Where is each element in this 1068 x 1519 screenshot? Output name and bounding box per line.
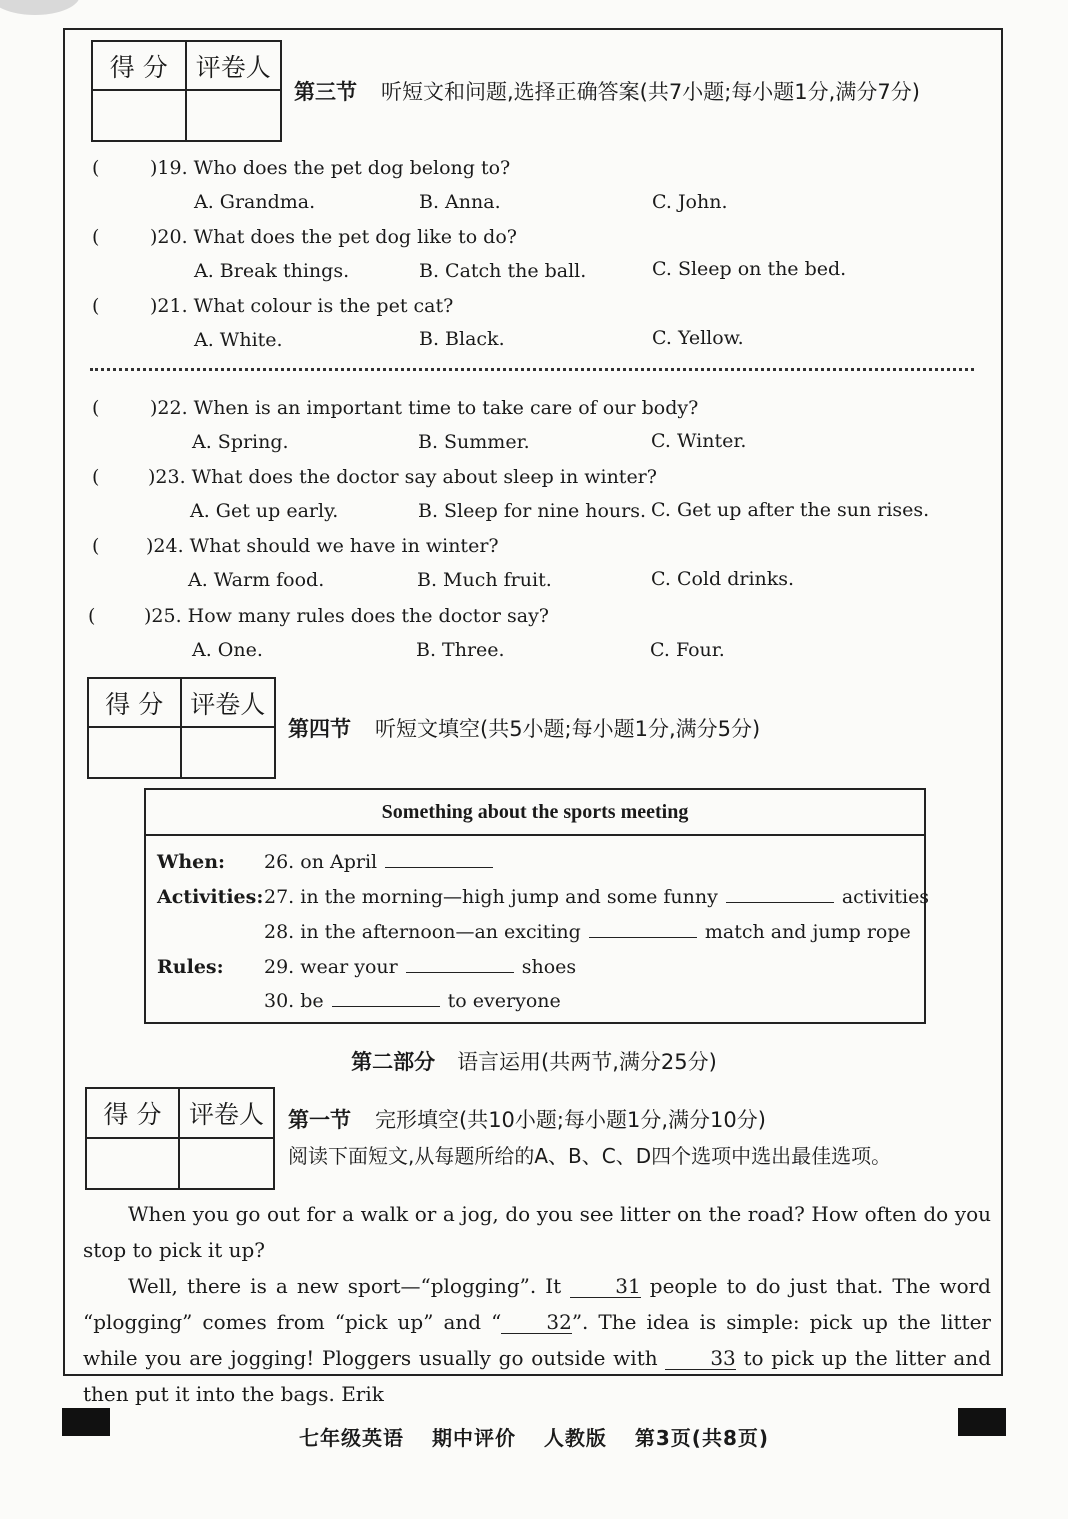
section1-title: 完形填空(共10小题;每小题1分,满分10分) — [375, 1108, 766, 1132]
scan-artifact — [0, 0, 80, 15]
answer-paren[interactable]: ( — [92, 157, 100, 179]
score-cell[interactable] — [93, 91, 187, 140]
rules-label: Rules: — [157, 956, 224, 978]
grader-cell[interactable] — [187, 91, 281, 140]
blank-33[interactable]: 33 — [665, 1347, 735, 1370]
option-a: A. Warm food. — [188, 569, 325, 591]
question-21: )21. What colour is the pet cat? — [150, 295, 454, 317]
option-b: B. Anna. — [419, 191, 501, 213]
footer-grade: 七年级英语 — [298, 1426, 404, 1450]
answer-paren[interactable]: ( — [92, 466, 100, 488]
item-28 — [264, 921, 911, 943]
table-title: Something about the sports meeting — [146, 790, 924, 836]
section4-title: 听短文填空(共5小题;每小题1分,满分5分) — [375, 717, 761, 741]
score-cell[interactable] — [87, 1139, 180, 1189]
option-b: B. Three. — [416, 639, 505, 661]
footer-page: 第3页(共8页) — [634, 1426, 770, 1450]
question-22: )22. When is an important time to take care of our body? — [150, 397, 699, 419]
grader-cell[interactable] — [180, 1139, 273, 1189]
grader-cell[interactable] — [182, 728, 275, 777]
option-a: A. Get up early. — [190, 500, 339, 522]
blank-29[interactable] — [406, 956, 514, 973]
grader-label: 评卷人 — [180, 1089, 273, 1139]
blank-28[interactable] — [589, 921, 697, 938]
option-b: B. Black. — [419, 328, 505, 350]
grader-label: 评卷人 — [182, 679, 275, 728]
section1-heading — [288, 1104, 766, 1134]
blank-27[interactable] — [726, 886, 834, 903]
item-27-suffix: activities — [841, 886, 930, 908]
section3-title: 听短文和问题,选择正确答案(共7小题;每小题1分,满分7分) — [381, 80, 920, 104]
blank-31[interactable]: 31 — [570, 1275, 640, 1298]
option-c: C. Get up after the sun rises. — [651, 499, 930, 521]
item-27 — [264, 886, 929, 908]
part2-number: 第二部分 — [351, 1050, 436, 1074]
score-box-part2-section1 — [85, 1087, 275, 1190]
score-label: 得 分 — [93, 42, 187, 91]
item-26 — [264, 851, 501, 873]
part2-desc: 语言运用(共两节,满分25分) — [457, 1050, 717, 1074]
answer-paren[interactable]: ( — [92, 226, 100, 248]
cloze-instruction: 阅读下面短文,从每题所给的A、B、C、D四个选项中选出最佳选项。 — [288, 1144, 892, 1168]
option-c: C. John. — [652, 191, 728, 213]
when-label: When: — [157, 851, 226, 873]
item-28-text: 28. in the afternoon—an exciting — [264, 921, 581, 943]
option-c: C. Cold drinks. — [651, 568, 795, 590]
score-box-section4 — [87, 677, 276, 779]
section1-number: 第一节 — [288, 1108, 351, 1132]
footer-edition: 人教版 — [543, 1426, 607, 1450]
footer-exam: 期中评价 — [431, 1426, 516, 1450]
option-a: A. White. — [194, 329, 283, 351]
blank-32[interactable]: 32 — [501, 1311, 571, 1334]
item-28-suffix: match and jump rope — [704, 921, 911, 943]
answer-paren[interactable]: ( — [88, 605, 96, 627]
page-footer — [0, 1422, 1068, 1451]
option-a: A. Break things. — [194, 260, 350, 282]
option-c: C. Winter. — [651, 430, 747, 452]
blank-30[interactable] — [332, 990, 440, 1007]
item-30-text: 30. be — [264, 990, 324, 1012]
answer-paren[interactable]: ( — [92, 295, 100, 317]
sports-meeting-table — [144, 788, 930, 1024]
score-cell[interactable] — [89, 728, 182, 777]
passage-text: When you go out for a walk or a jog, do you see litter on the road? How often do you stop to pick it up? — [83, 1202, 991, 1262]
option-a: A. Spring. — [192, 431, 289, 453]
item-30-suffix: to everyone — [447, 990, 561, 1012]
grader-label: 评卷人 — [187, 42, 281, 91]
answer-paren[interactable]: ( — [92, 535, 100, 557]
passage-paragraph-1 — [83, 1196, 991, 1268]
question-24: )24. What should we have in winter? — [146, 535, 499, 557]
section4-heading — [288, 713, 760, 743]
option-b: B. Sleep for nine hours. — [418, 500, 647, 522]
activities-label: Activities: — [157, 886, 264, 908]
passage-text: ”. The idea is simple: pick up the litter while you are jogging! Ploggers usually go outside with — [83, 1310, 991, 1370]
question-19: )19. Who does the pet dog belong to? — [150, 157, 511, 179]
answer-paren[interactable]: ( — [92, 397, 100, 419]
option-c: C. Four. — [650, 639, 725, 661]
dotted-divider — [90, 368, 974, 371]
option-a: A. One. — [192, 639, 263, 661]
item-29-text: 29. wear your — [264, 956, 398, 978]
question-25: )25. How many rules does the doctor say? — [144, 605, 549, 627]
option-c: C. Sleep on the bed. — [652, 258, 847, 280]
passage-text: to pick up the litter and then put it into the bags. Erik — [83, 1346, 991, 1406]
option-c: C. Yellow. — [652, 327, 744, 349]
passage-paragraph-2 — [83, 1268, 991, 1412]
score-label: 得 分 — [89, 679, 182, 728]
section4-number: 第四节 — [288, 717, 351, 741]
section3-number: 第三节 — [294, 80, 357, 104]
item-27-text: 27. in the morning—high jump and some funny — [264, 886, 718, 908]
score-label: 得 分 — [87, 1089, 180, 1139]
part2-heading — [0, 1046, 1068, 1076]
option-a: A. Grandma. — [194, 191, 316, 213]
passage-text: people to do just that. The word “plogging” comes from “pick up” and “ — [83, 1274, 991, 1334]
blank-26[interactable] — [385, 851, 493, 868]
section3-heading — [294, 76, 920, 106]
item-29-suffix: shoes — [521, 956, 577, 978]
question-20: )20. What does the pet dog like to do? — [150, 226, 517, 248]
passage-text: Well, there is a new sport—“plogging”. It — [128, 1274, 562, 1298]
item-30 — [264, 990, 561, 1012]
option-b: B. Catch the ball. — [419, 260, 587, 282]
score-box-section3 — [91, 40, 282, 142]
item-29 — [264, 956, 576, 978]
option-b: B. Much fruit. — [417, 569, 552, 591]
option-b: B. Summer. — [418, 431, 530, 453]
question-23: )23. What does the doctor say about sleep in winter? — [148, 466, 657, 488]
item-26-text: 26. on April — [264, 851, 378, 873]
